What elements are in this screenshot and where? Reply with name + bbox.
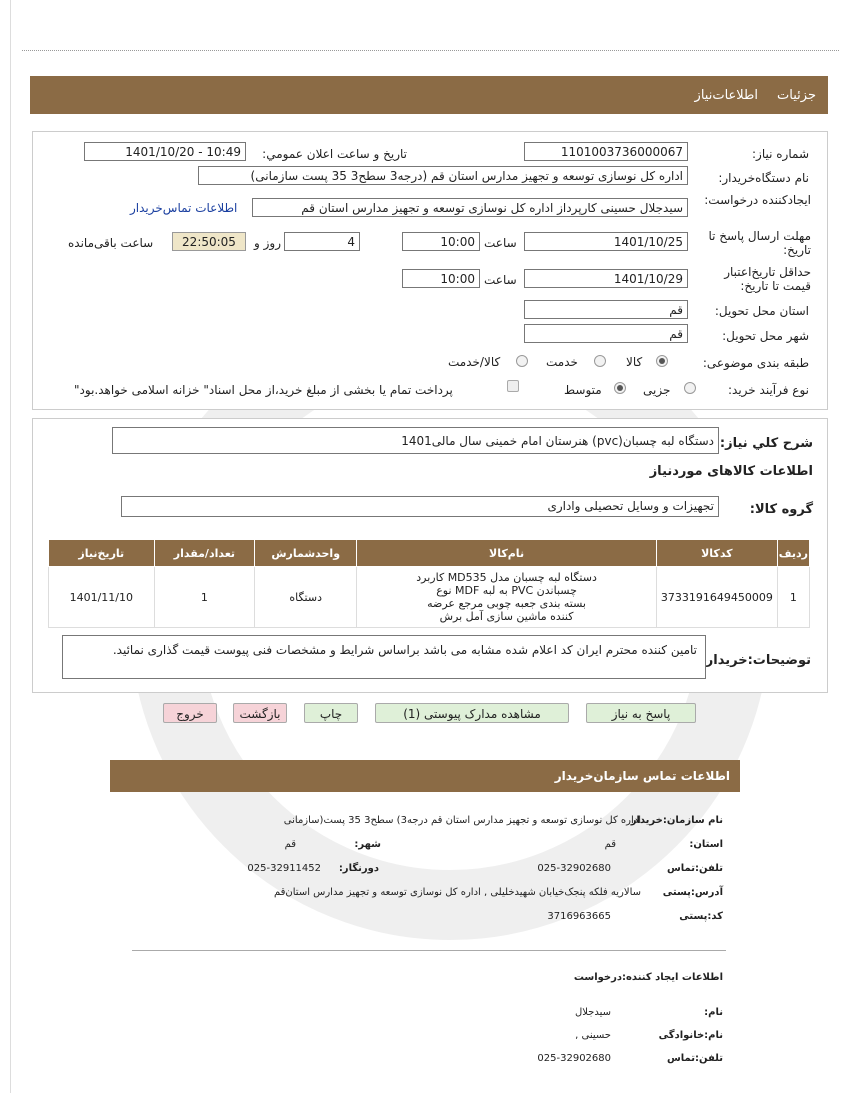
- deadline-date-field: 1401/10/25: [524, 232, 688, 251]
- creator-name-label: نام:: [704, 1007, 723, 1018]
- remaining-timer: 22:50:05: [172, 232, 246, 251]
- goods-table: [48, 539, 810, 628]
- table-row: [49, 567, 810, 628]
- deadline-time-field: 10:00: [402, 232, 480, 251]
- validity-date-field: 1401/10/29: [524, 269, 688, 288]
- creator-phone-label: تلفن:تماس: [666, 1053, 723, 1064]
- process-medium-radio[interactable]: [614, 382, 626, 394]
- goods-info-title: اطلاعات کالاهای موردنیاز: [649, 464, 813, 479]
- days-field: 4: [284, 232, 360, 251]
- creator-field: سیدجلال حسینی کارپرداز اداره کل نوسازی توسعه و تجهیز مدارس استان قم: [252, 198, 688, 217]
- deadline-time-label: ساعت: [484, 236, 517, 250]
- cell-qty: 1: [154, 567, 255, 628]
- name-line-1: دستگاه لبه چسبان مدل MD535 کاربرد: [416, 571, 597, 584]
- category-both-radio[interactable]: [516, 355, 528, 367]
- col-unit: واحدشمارش: [255, 540, 357, 567]
- treasury-payment-checkbox[interactable]: [507, 380, 519, 392]
- fax-label: دورنگار:: [338, 863, 379, 874]
- col-code: کدکالا: [656, 540, 777, 567]
- process-medium-label: متوسط: [564, 383, 602, 397]
- process-minor-radio[interactable]: [684, 382, 696, 394]
- category-service-radio[interactable]: [594, 355, 606, 367]
- creator-phone-value: 025-32902680: [537, 1053, 611, 1064]
- reply-button[interactable]: پاسخ به نیاز: [586, 703, 696, 723]
- need-number-label: شماره نیاز:: [752, 147, 809, 161]
- tab-details[interactable]: جزئیات: [777, 88, 816, 103]
- creator-family-value: حسینی ,: [575, 1030, 611, 1041]
- cell-need-date: 1401/11/10: [49, 567, 155, 628]
- creator-family-label: نام:خانوادگی: [658, 1030, 723, 1041]
- goods-group-field: تجهیزات و وسایل تحصیلی واداری: [121, 496, 719, 517]
- validity-time-label: ساعت: [484, 273, 517, 287]
- address-label: آدرس:پستی: [662, 887, 723, 898]
- c-province-value: قم: [604, 839, 616, 850]
- exit-button[interactable]: خروج: [163, 703, 217, 723]
- postal-value: 3716963665: [547, 911, 611, 922]
- days-label: روز و: [254, 236, 281, 250]
- org-value: اداره کل نوسازی توسعه و تجهیز مدارس استان قم درجه3) سطح3 35 پست(سازمانی: [283, 815, 641, 826]
- header-bar: [30, 76, 828, 114]
- contact-divider: [132, 950, 726, 951]
- deadline-label: مهلت ارسال پاسخ تا تاریخ:: [708, 229, 811, 257]
- c-city-label: شهر:: [354, 839, 381, 850]
- cell-code: 3733191649450009: [656, 567, 777, 628]
- category-both-label: کالا/خدمت: [448, 355, 501, 369]
- top-divider: [22, 50, 839, 51]
- validity-time-field: 10:00: [402, 269, 480, 288]
- general-desc-label: شرح کلي نياز:: [719, 436, 813, 451]
- process-label: نوع فرآیند خرید:: [728, 383, 809, 397]
- province-field: قم: [524, 300, 688, 319]
- announce-label: تاریخ و ساعت اعلان عمومي:: [262, 147, 407, 161]
- col-need-date: تاریخ‌نیاز: [49, 540, 155, 567]
- print-button[interactable]: چاپ: [304, 703, 358, 723]
- buyer-contact-link[interactable]: اطلاعات تماس‌خریدار: [130, 201, 238, 215]
- category-goods-radio[interactable]: [656, 355, 668, 367]
- cell-index: 1: [777, 567, 809, 628]
- city-field: قم: [524, 324, 688, 343]
- city-label: شهر محل تحویل:: [722, 329, 809, 343]
- buyer-notes-field: تامین کننده محترم ایران کد اعلام شده مشابه می باشد براساس شرایط و مشخصات فنی پیوست قیمت گذاری نمائید.: [62, 635, 706, 679]
- category-goods-label: کالا: [626, 355, 643, 369]
- remaining-label: ساعت باقی‌مانده: [68, 236, 154, 250]
- validity-label: حداقل تاریخ‌اعتبار قیمت تا تاریخ:: [724, 265, 811, 293]
- col-index: ردیف: [777, 540, 809, 567]
- category-service-label: خدمت: [546, 355, 578, 369]
- contact-title: اطلاعات تماس سازمان‌خریدار: [554, 769, 730, 783]
- name-line-4: کننده ماشین سازی آمل برش: [439, 610, 574, 623]
- col-name: نام‌کالا: [357, 540, 657, 567]
- c-phone-label: تلفن:تماس: [666, 863, 723, 874]
- creator-label: ایجادکننده درخواست:: [704, 193, 811, 207]
- general-desc-field: دستگاه لبه چسبان(pvc) هنرستان امام خمینی سال مالی1401: [112, 427, 719, 454]
- goods-group-label: گروه کالا:: [749, 502, 813, 517]
- fax-value: 025-32911452: [247, 863, 321, 874]
- announce-date-field: 1401/10/20 - 10:49: [84, 142, 246, 161]
- left-border: [10, 0, 11, 1093]
- buyer-notes-label: توضیحات:خریدار: [705, 653, 811, 668]
- category-label: طبقه بندی موضوعی:: [702, 356, 809, 370]
- c-phone-value: 025-32902680: [537, 863, 611, 874]
- contact-header: [110, 760, 740, 792]
- cell-name: [357, 567, 657, 628]
- c-city-value: قم: [284, 839, 296, 850]
- creator-name-value: سیدجلال: [574, 1007, 611, 1018]
- c-province-label: استان:: [689, 839, 723, 850]
- back-button[interactable]: بازگشت: [233, 703, 287, 723]
- buyer-label: نام دستگاه‌خریدار:: [718, 171, 809, 185]
- postal-label: کد:پستی: [679, 911, 723, 922]
- view-docs-button[interactable]: مشاهده مدارک پیوستی (1): [375, 703, 569, 723]
- creator-info-title: اطلاعات ایجاد کننده:درخواست: [573, 972, 723, 983]
- tab-need-info[interactable]: اطلاعات‌نیاز: [694, 88, 758, 103]
- buyer-field: اداره کل نوسازی توسعه و تجهیز مدارس استان قم (درجه3 سطح3 35 پست سازمانی): [198, 166, 688, 185]
- treasury-payment-note: پرداخت تمام یا بخشی از مبلغ خرید،از محل اسناد" خزانه اسلامی خواهد.بود": [74, 383, 453, 397]
- need-number-field: 1101003736000067: [524, 142, 688, 161]
- cell-unit: دستگاه: [255, 567, 357, 628]
- process-minor-label: جزیی: [643, 383, 671, 397]
- org-label: نام سازمان:خریدار: [630, 815, 723, 826]
- address-value: سالاریه فلکه پنجک‌خیابان شهیدخلیلی , اداره کل نوسازی توسعه و تجهیز مدارس استان‌قم: [273, 887, 641, 898]
- province-label: استان محل تحویل:: [714, 304, 809, 318]
- col-qty: تعداد/مقدار: [154, 540, 255, 567]
- name-line-3: بسته بندی جعبه چوبی مرجع عرضه: [427, 597, 586, 610]
- name-line-2: چسباندن PVC به لبه MDF نوع: [436, 584, 577, 597]
